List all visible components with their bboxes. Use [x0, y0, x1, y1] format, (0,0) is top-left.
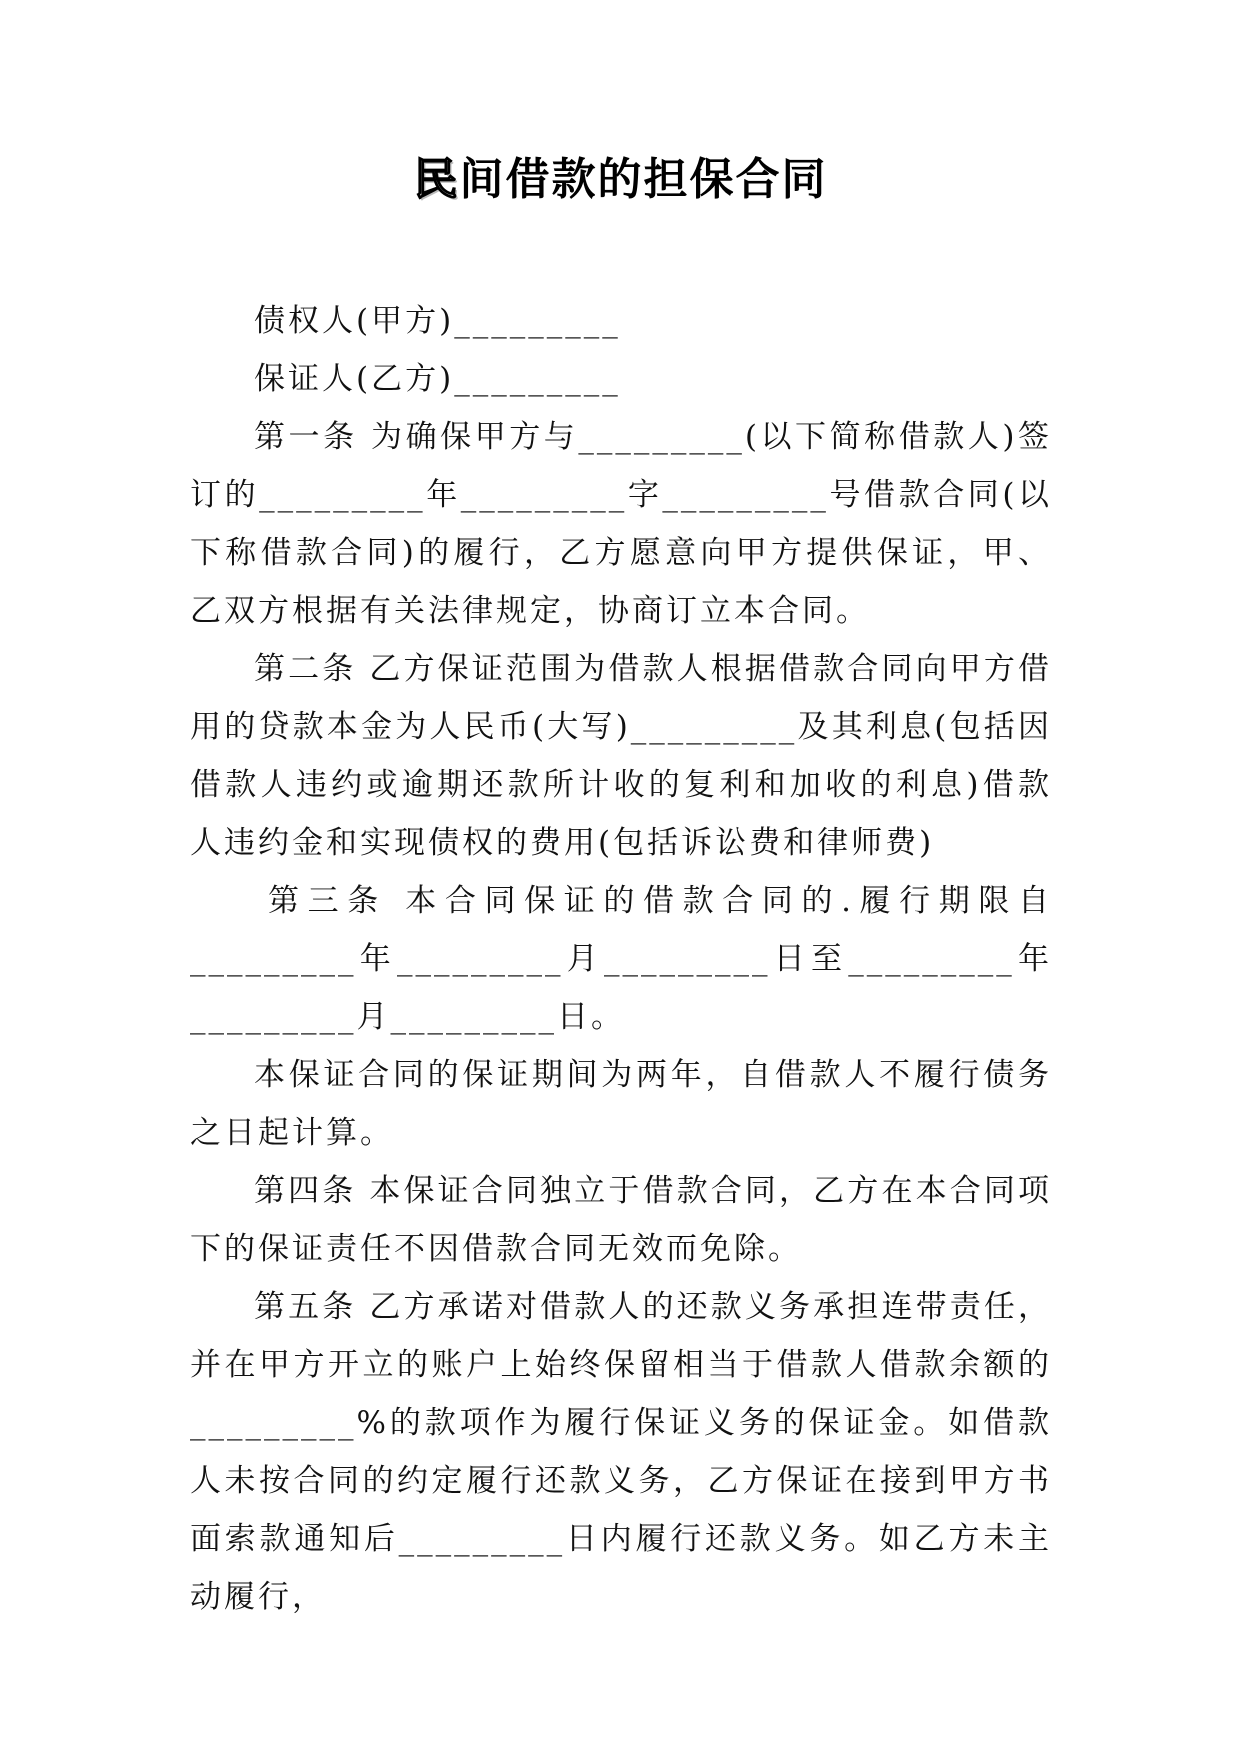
creditor-line: 债权人(甲方)_________: [254, 303, 621, 339]
article-3: 第三条 本合同保证的借款合同的.履行期限自_________年_________月_________日至_________年_________月_________日。: [190, 883, 1052, 1035]
title-first-char: 民: [413, 154, 460, 205]
article-5: 第五条 乙方承诺对借款人的还款义务承担连带责任，并在甲方开立的账户上始终保留相当于借款人借款余额的_________%的款项作为履行保证义务的保证金。如借款人未按合同的约定履行还款义务，乙方保证在接到甲方书面索款通知后_________日内履行还款义务。如乙方未主动履行，: [190, 1289, 1052, 1615]
title-text: 间借款的担保合同: [459, 154, 828, 205]
document-title: [0, 152, 1241, 208]
article-2: 第二条 乙方保证范围为借款人根据借款合同向甲方借用的贷款本金为人民币(大写)_________及其利息(包括因借款人违约或逾期还款所计收的复利和加收的利息)借款人违约金和实现债权的费用(包括诉讼费和律师费): [190, 651, 1052, 861]
article-4: 第四条 本保证合同独立于借款合同，乙方在本合同项下的保证责任不因借款合同无效而免除。: [190, 1173, 1052, 1267]
document-body: [190, 292, 1052, 1626]
guarantor-line: 保证人(乙方)_________: [254, 361, 621, 397]
guarantee-period: 本保证合同的保证期间为两年，自借款人不履行债务之日起计算。: [190, 1057, 1052, 1151]
article-1: 第一条 为确保甲方与_________(以下简称借款人)签订的_________年_________字_________号借款合同(以下称借款合同)的履行，乙方愿意向甲方提供保证，甲、乙双方根据有关法律规定，协商订立本合同。: [190, 419, 1052, 629]
